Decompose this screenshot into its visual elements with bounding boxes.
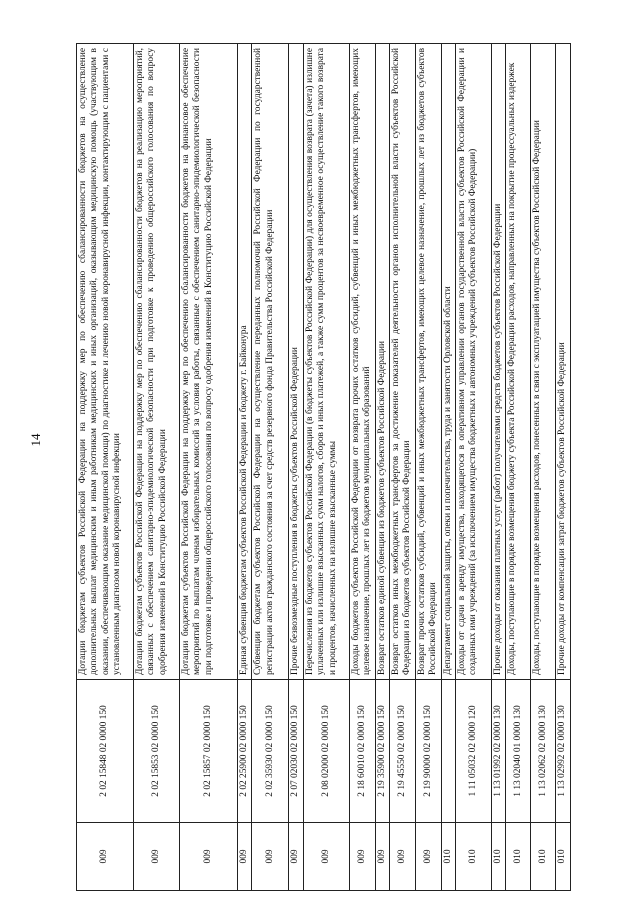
- budget-code-cell: 2 19 45550 02 0000 150: [390, 680, 416, 823]
- table-row: [415, 44, 441, 891]
- table-row: [441, 44, 455, 891]
- budget-code-cell: 1 13 02992 02 0000 130: [556, 680, 570, 823]
- description-cell: Возврат остатков единой субвенции из бюджетов субъектов Российской Федерации: [375, 44, 389, 680]
- description-cell: Возврат остатков иных межбюджетных трансфертов за достижение показателей деятельности органов исполнительной власти субъектов Российской Федерации из бюджетов субъектов Российской Федерации: [390, 44, 416, 680]
- description-cell: Субвенции бюджетам субъектов Российской Федерации на осуществление переданных полномочий Российской Федерации по государственной регистрации актов гражданского состояния за счет средств резервного фонда Правительства Российской Федерации: [252, 44, 289, 680]
- rotated-table-wrapper: [76, 44, 593, 891]
- description-cell: Единая субвенция бюджетам субъектов Российской Федерации и бюджету г. Байконура: [238, 44, 252, 680]
- table-row: [349, 44, 375, 891]
- description-cell: Прочие доходы от оказания платных услуг (работ) получателями средств бюджетов субъектов Российской Федерации: [492, 44, 506, 680]
- revenue-codes-table: [76, 43, 571, 891]
- admin-code-cell: 009: [180, 823, 238, 891]
- admin-code-cell: 009: [134, 823, 180, 891]
- description-cell: Доходы, поступающие в порядке возмещения расходов, понесенных в связи с эксплуатацией имущества субъектов Российской Федерации: [531, 44, 556, 680]
- admin-code-cell: 009: [289, 823, 303, 891]
- budget-code-cell: 1 11 05032 02 0000 120: [456, 680, 492, 823]
- budget-code-cell: 1 13 02040 01 0000 130: [506, 680, 531, 823]
- description-cell: Дотации бюджетам субъектов Российской Федерации на поддержку мер по обеспечению сбалансированности бюджетов на осуществление дополнительных выплат медицинским и иным работникам медицинских и иных организаций, оказывающим медицинскую помощь (участвующим в оказании, обеспечивающим оказание медицинской помощи) по диагностике и лечению новой коронавирусной инфекции, контактирующим с пациентами с установленным диагнозом новой коронавирусной инфекции: [77, 44, 134, 680]
- table-row: [531, 44, 556, 891]
- table-row: [77, 44, 134, 891]
- description-cell: Доходы от сдачи в аренду имущества, находящегося в оперативном управлении органов государственной власти субъектов Российской Федерации и созданных ими учреждений (за исключением имущества бюджетных и автономных учреждений субъектов Российской Федерации): [456, 44, 492, 680]
- budget-code-cell: 2 02 15848 02 0000 150: [77, 680, 134, 823]
- table-row: [375, 44, 389, 891]
- admin-code-cell: 010: [531, 823, 556, 891]
- description-cell: Доходы бюджетов субъектов Российской Федерации от возврата прочих остатков субсидий, субвенций и иных межбюджетных трансфертов, имеющих целевое назначение, прошлых лет из бюджетов муниципальных образований: [349, 44, 375, 680]
- page-number: 14: [28, 433, 43, 447]
- admin-code-cell: 010: [492, 823, 506, 891]
- budget-code-cell: 2 02 15857 02 0000 150: [180, 680, 238, 823]
- budget-code-cell: 2 02 35930 02 0000 150: [252, 680, 289, 823]
- table-row: [134, 44, 180, 891]
- description-cell: Прочие доходы от компенсации затрат бюджетов субъектов Российской Федерации: [556, 44, 570, 680]
- description-cell: Дотации бюджетам субъектов Российской Федерации на поддержку мер по обеспечению сбалансированности бюджетов на реализацию мероприятий, связанных с обеспечением санитарно-эпидемиологической безопасности при подготовке к проведению общероссийского голосования по вопросу одобрения изменений в Конституцию Российской Федерации: [134, 44, 180, 680]
- table-row: [289, 44, 303, 891]
- budget-code-cell: 2 19 90000 02 0000 150: [415, 680, 441, 823]
- description-cell: Прочие безвозмездные поступления в бюджеты субъектов Российской Федерации: [289, 44, 303, 680]
- budget-code-cell: 2 07 02030 02 0000 150: [289, 680, 303, 823]
- admin-code-cell: 010: [441, 823, 455, 891]
- description-cell: Дотации бюджетам субъектов Российской Федерации на поддержку мер по обеспечению сбалансированности бюджетов на финансовое обеспечение мероприятий по выплатам членам избирательных комиссий за условия работы, связанные с обеспечением санитарно-эпидемиологической безопасности при подготовке и проведении общероссийского голосования по вопросу одобрения изменений в Конституцию Российской Федерации: [180, 44, 238, 680]
- admin-code-cell: 009: [375, 823, 389, 891]
- table-row: [556, 44, 570, 891]
- table-body: [77, 44, 571, 891]
- table-row: [180, 44, 238, 891]
- table-row: [492, 44, 506, 891]
- table-row: [238, 44, 252, 891]
- admin-code-cell: 009: [349, 823, 375, 891]
- budget-code-cell: 2 18 60010 02 0000 150: [349, 680, 375, 823]
- description-cell: Доходы, поступающие в порядке возмещения бюджету субъекта Российской Федерации расходов, направленных на покрытие процессуальных издержек: [506, 44, 531, 680]
- admin-code-cell: 009: [390, 823, 416, 891]
- budget-code-cell: 1 13 01992 02 0000 130: [492, 680, 506, 823]
- admin-code-cell: 009: [77, 823, 134, 891]
- table-row: [506, 44, 531, 891]
- description-cell: Департамент социальной защиты, опеки и попечительства, труда и занятости Орловской области: [441, 44, 455, 680]
- table-row: [252, 44, 289, 891]
- admin-code-cell: 010: [556, 823, 570, 891]
- budget-code-cell: [441, 680, 455, 823]
- budget-code-cell: 1 13 02062 02 0000 130: [531, 680, 556, 823]
- budget-code-cell: 2 08 02000 02 0000 150: [303, 680, 349, 823]
- admin-code-cell: 009: [303, 823, 349, 891]
- budget-code-cell: 2 02 15853 02 0000 150: [134, 680, 180, 823]
- table-row: [303, 44, 349, 891]
- table-row: [390, 44, 416, 891]
- admin-code-cell: 009: [252, 823, 289, 891]
- admin-code-cell: 010: [506, 823, 531, 891]
- budget-code-cell: 2 02 25900 02 0000 150: [238, 680, 252, 823]
- budget-code-cell: 2 19 35900 02 0000 150: [375, 680, 389, 823]
- description-cell: Возврат прочих остатков субсидий, субвенций и иных межбюджетных трансфертов, имеющих целевое назначение, прошлых лет из бюджетов субъектов Российской Федерации: [415, 44, 441, 680]
- table-row: [456, 44, 492, 891]
- admin-code-cell: 009: [238, 823, 252, 891]
- description-cell: Перечисления из бюджетов субъектов Российской Федерации (в бюджеты субъектов Российской Федерации) для осуществления возврата (зачета) излишне уплаченных или излишне взысканных сумм налогов, сборов и иных платежей, а также сумм процентов за несвоевременное осуществление такого возврата и процентов, начисленных на излишне взысканные суммы: [303, 44, 349, 680]
- admin-code-cell: 010: [456, 823, 492, 891]
- admin-code-cell: 009: [415, 823, 441, 891]
